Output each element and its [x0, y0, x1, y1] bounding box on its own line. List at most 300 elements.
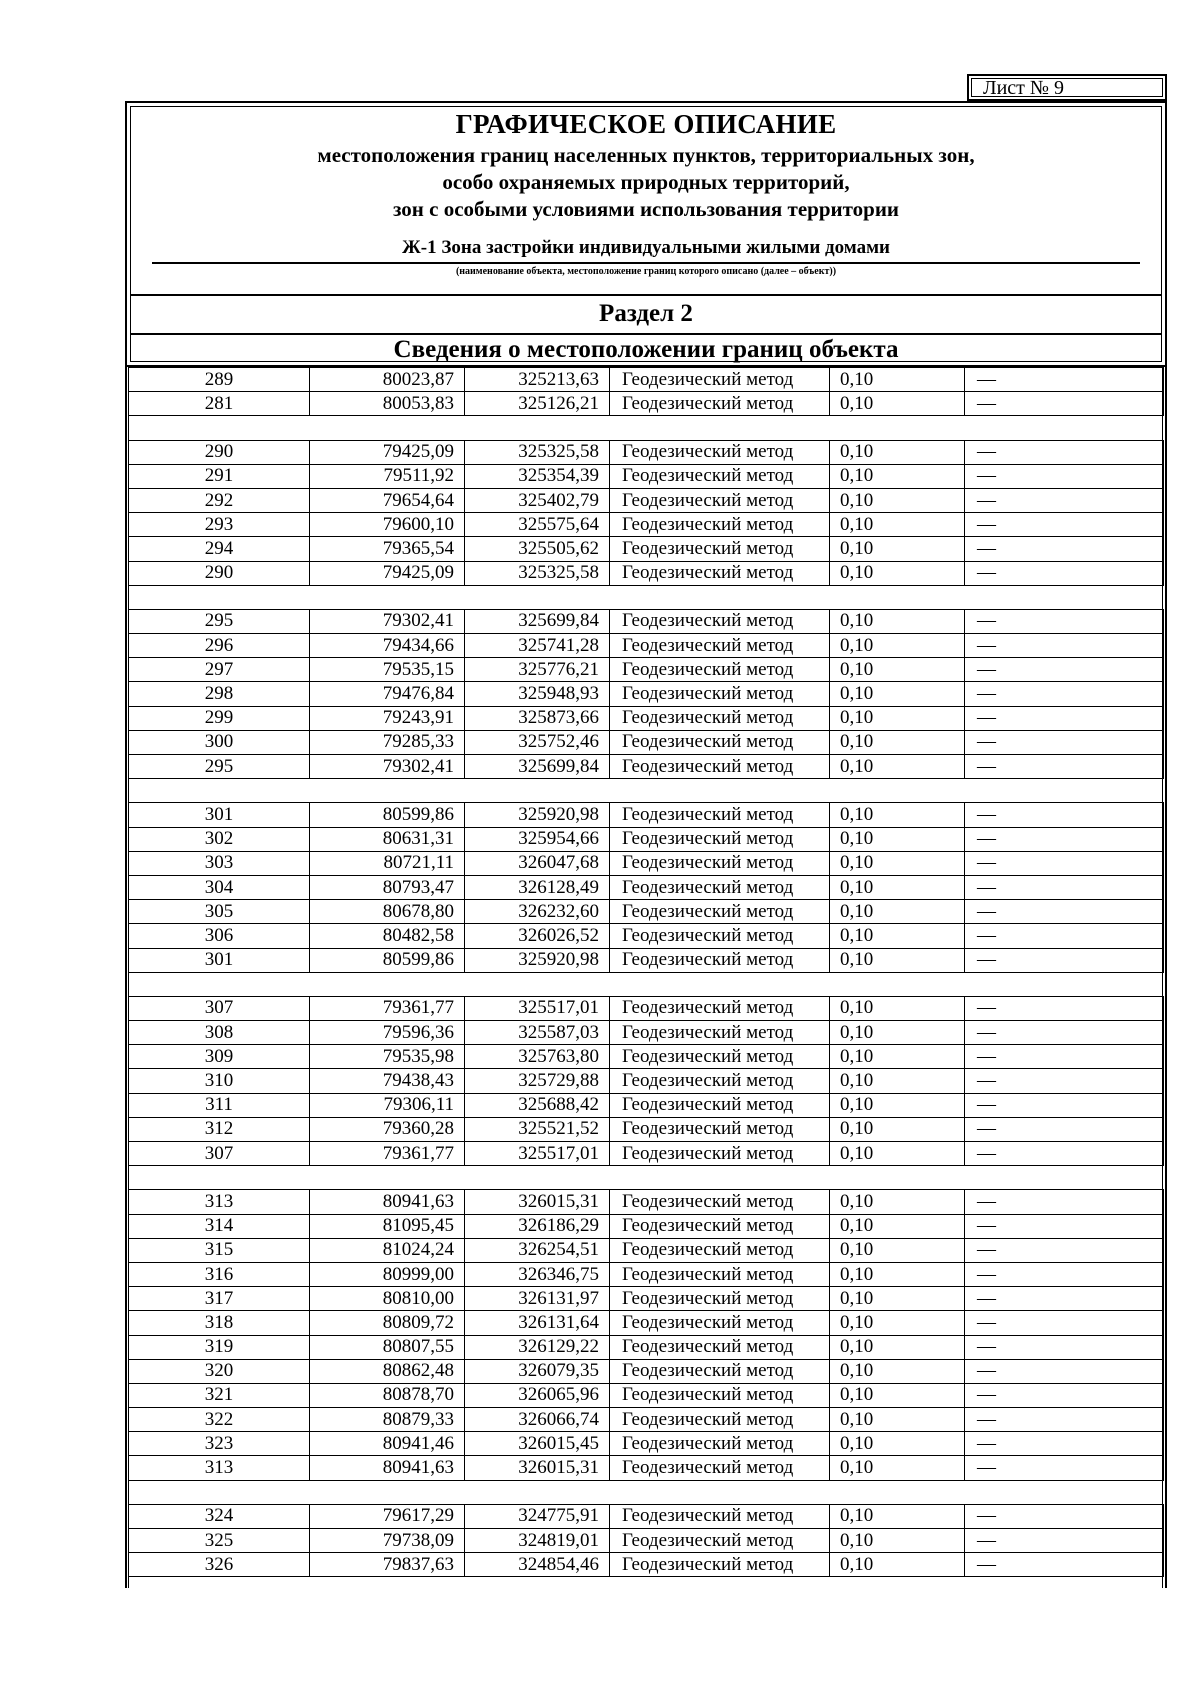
point-number-cell: 281: [129, 392, 310, 416]
description-cell: —: [965, 948, 1164, 972]
x-coordinate-cell: 79535,15: [310, 658, 465, 682]
y-coordinate-cell: 324854,46: [465, 1553, 610, 1577]
accuracy-cell: 0,10: [830, 368, 965, 392]
x-coordinate-cell: 80053,83: [310, 392, 465, 416]
description-cell: —: [965, 1359, 1164, 1383]
accuracy-cell: 0,10: [830, 1142, 965, 1166]
point-number-cell: 299: [129, 706, 310, 730]
accuracy-cell: 0,10: [830, 1287, 965, 1311]
description-cell: —: [965, 851, 1164, 875]
description-cell: —: [965, 803, 1164, 827]
table-row: [129, 851, 1164, 875]
x-coordinate-cell: 79302,41: [310, 609, 465, 633]
table-row: [129, 803, 1164, 827]
description-cell: —: [965, 1117, 1164, 1141]
description-cell: —: [965, 875, 1164, 899]
y-coordinate-cell: 325517,01: [465, 1142, 610, 1166]
x-coordinate-cell: 81024,24: [310, 1238, 465, 1262]
document-title: ГРАФИЧЕСКОЕ ОПИСАНИЕ: [455, 109, 837, 139]
point-number-cell: 300: [129, 730, 310, 754]
y-coordinate-cell: 325505,62: [465, 537, 610, 561]
accuracy-cell: 0,10: [830, 1408, 965, 1432]
y-coordinate-cell: 326131,97: [465, 1287, 610, 1311]
y-coordinate-cell: 326066,74: [465, 1408, 610, 1432]
table-row: [129, 755, 1164, 779]
accuracy-cell: 0,10: [830, 658, 965, 682]
description-cell: —: [965, 706, 1164, 730]
document-header: [125, 101, 1167, 367]
table-row: [129, 706, 1164, 730]
description-cell: —: [965, 1214, 1164, 1238]
table-frame-right: [1165, 367, 1167, 1588]
point-number-cell: 319: [129, 1335, 310, 1359]
point-number-cell: 301: [129, 803, 310, 827]
contour-separator-row: [129, 1166, 1164, 1190]
separator-cell: [129, 585, 1164, 609]
point-number-cell: 297: [129, 658, 310, 682]
table-row: [129, 1190, 1164, 1214]
method-cell: Геодезический метод: [610, 1383, 830, 1407]
accuracy-cell: 0,10: [830, 1359, 965, 1383]
accuracy-cell: 0,10: [830, 900, 965, 924]
table-row: [129, 1529, 1164, 1553]
x-coordinate-cell: 80999,00: [310, 1262, 465, 1286]
accuracy-cell: 0,10: [830, 755, 965, 779]
header-divider: [130, 294, 1162, 296]
table-row: [129, 561, 1164, 585]
accuracy-cell: 0,10: [830, 706, 965, 730]
subtitle-line-1: местоположения границ населенных пунктов, территориальных зон,: [317, 143, 975, 167]
point-number-cell: 315: [129, 1238, 310, 1262]
description-cell: —: [965, 609, 1164, 633]
object-name: Ж-1 Зона застройки индивидуальными жилыми домами: [401, 237, 890, 258]
method-cell: Геодезический метод: [610, 561, 830, 585]
point-number-cell: 313: [129, 1456, 310, 1480]
method-cell: Геодезический метод: [610, 1529, 830, 1553]
y-coordinate-cell: 325325,58: [465, 440, 610, 464]
description-cell: —: [965, 368, 1164, 392]
accuracy-cell: 0,10: [830, 1432, 965, 1456]
table-row: [129, 1238, 1164, 1262]
accuracy-cell: 0,10: [830, 682, 965, 706]
point-number-cell: 307: [129, 1142, 310, 1166]
point-number-cell: 293: [129, 513, 310, 537]
y-coordinate-cell: 325699,84: [465, 609, 610, 633]
x-coordinate-cell: 79302,41: [310, 755, 465, 779]
method-cell: Геодезический метод: [610, 513, 830, 537]
y-coordinate-cell: 326079,35: [465, 1359, 610, 1383]
x-coordinate-cell: 80482,58: [310, 924, 465, 948]
table-row: [129, 464, 1164, 488]
x-coordinate-cell: 80878,70: [310, 1383, 465, 1407]
y-coordinate-cell: 325688,42: [465, 1093, 610, 1117]
table-row: [129, 368, 1164, 392]
y-coordinate-cell: 326346,75: [465, 1262, 610, 1286]
point-number-cell: 316: [129, 1262, 310, 1286]
accuracy-cell: 0,10: [830, 1553, 965, 1577]
description-cell: —: [965, 1529, 1164, 1553]
method-cell: Геодезический метод: [610, 1021, 830, 1045]
x-coordinate-cell: 79511,92: [310, 464, 465, 488]
description-cell: —: [965, 827, 1164, 851]
coordinates-table: [128, 367, 1164, 1577]
y-coordinate-cell: 325920,98: [465, 803, 610, 827]
x-coordinate-cell: 79243,91: [310, 706, 465, 730]
accuracy-cell: 0,10: [830, 440, 965, 464]
accuracy-cell: 0,10: [830, 513, 965, 537]
description-cell: —: [965, 1408, 1164, 1432]
method-cell: Геодезический метод: [610, 875, 830, 899]
method-cell: Геодезический метод: [610, 658, 830, 682]
method-cell: Геодезический метод: [610, 634, 830, 658]
method-cell: Геодезический метод: [610, 392, 830, 416]
contour-separator-row: [129, 972, 1164, 996]
method-cell: Геодезический метод: [610, 1359, 830, 1383]
description-cell: —: [965, 440, 1164, 464]
accuracy-cell: 0,10: [830, 1238, 965, 1262]
x-coordinate-cell: 80879,33: [310, 1408, 465, 1432]
table-row: [129, 1383, 1164, 1407]
method-cell: Геодезический метод: [610, 1262, 830, 1286]
x-coordinate-cell: 79837,63: [310, 1553, 465, 1577]
contour-separator-row: [129, 1480, 1164, 1504]
method-cell: Геодезический метод: [610, 996, 830, 1020]
accuracy-cell: 0,10: [830, 827, 965, 851]
method-cell: Геодезический метод: [610, 900, 830, 924]
method-cell: Геодезический метод: [610, 464, 830, 488]
accuracy-cell: 0,10: [830, 561, 965, 585]
y-coordinate-cell: 325699,84: [465, 755, 610, 779]
y-coordinate-cell: 324775,91: [465, 1504, 610, 1528]
y-coordinate-cell: 325741,28: [465, 634, 610, 658]
method-cell: Геодезический метод: [610, 1238, 830, 1262]
y-coordinate-cell: 326129,22: [465, 1335, 610, 1359]
description-cell: —: [965, 1238, 1164, 1262]
sheet-number: Лист № 9: [983, 77, 1064, 99]
y-coordinate-cell: 326128,49: [465, 875, 610, 899]
table-row: [129, 1553, 1164, 1577]
y-coordinate-cell: 325954,66: [465, 827, 610, 851]
table-row: [129, 996, 1164, 1020]
header-divider: [130, 333, 1162, 335]
accuracy-cell: 0,10: [830, 924, 965, 948]
description-cell: —: [965, 682, 1164, 706]
method-cell: Геодезический метод: [610, 1093, 830, 1117]
point-number-cell: 289: [129, 368, 310, 392]
y-coordinate-cell: 325763,80: [465, 1045, 610, 1069]
method-cell: Геодезический метод: [610, 488, 830, 512]
accuracy-cell: 0,10: [830, 609, 965, 633]
table-row: [129, 1335, 1164, 1359]
description-cell: —: [965, 1335, 1164, 1359]
point-number-cell: 303: [129, 851, 310, 875]
table-row: [129, 1117, 1164, 1141]
description-cell: —: [965, 1553, 1164, 1577]
x-coordinate-cell: 80941,63: [310, 1456, 465, 1480]
section-title: Сведения о местоположении границ объекта: [393, 336, 899, 363]
method-cell: Геодезический метод: [610, 1142, 830, 1166]
description-cell: —: [965, 1045, 1164, 1069]
accuracy-cell: 0,10: [830, 1021, 965, 1045]
x-coordinate-cell: 79617,29: [310, 1504, 465, 1528]
point-number-cell: 311: [129, 1093, 310, 1117]
table-row: [129, 1359, 1164, 1383]
accuracy-cell: 0,10: [830, 1214, 965, 1238]
point-number-cell: 302: [129, 827, 310, 851]
point-number-cell: 320: [129, 1359, 310, 1383]
point-number-cell: 317: [129, 1287, 310, 1311]
y-coordinate-cell: 326232,60: [465, 900, 610, 924]
object-underline: [152, 262, 1140, 264]
y-coordinate-cell: 325517,01: [465, 996, 610, 1020]
accuracy-cell: 0,10: [830, 875, 965, 899]
table-row: [129, 1069, 1164, 1093]
x-coordinate-cell: 80631,31: [310, 827, 465, 851]
coordinates-table-body: [129, 368, 1164, 1577]
description-cell: —: [965, 1287, 1164, 1311]
point-number-cell: 306: [129, 924, 310, 948]
table-row: [129, 609, 1164, 633]
point-number-cell: 325: [129, 1529, 310, 1553]
table-row: [129, 875, 1164, 899]
description-cell: —: [965, 755, 1164, 779]
method-cell: Геодезический метод: [610, 682, 830, 706]
method-cell: Геодезический метод: [610, 1311, 830, 1335]
accuracy-cell: 0,10: [830, 948, 965, 972]
x-coordinate-cell: 80807,55: [310, 1335, 465, 1359]
y-coordinate-cell: 326026,52: [465, 924, 610, 948]
x-coordinate-cell: 79535,98: [310, 1045, 465, 1069]
method-cell: Геодезический метод: [610, 706, 830, 730]
x-coordinate-cell: 79361,77: [310, 1142, 465, 1166]
accuracy-cell: 0,10: [830, 1069, 965, 1093]
subtitle-line-2: особо охраняемых природных территорий,: [442, 170, 850, 194]
accuracy-cell: 0,10: [830, 996, 965, 1020]
method-cell: Геодезический метод: [610, 755, 830, 779]
point-number-cell: 304: [129, 875, 310, 899]
description-cell: —: [965, 1262, 1164, 1286]
y-coordinate-cell: 326065,96: [465, 1383, 610, 1407]
accuracy-cell: 0,10: [830, 464, 965, 488]
table-row: [129, 1432, 1164, 1456]
x-coordinate-cell: 79434,66: [310, 634, 465, 658]
point-number-cell: 307: [129, 996, 310, 1020]
table-frame-left: [125, 367, 127, 1588]
contour-separator-row: [129, 779, 1164, 803]
description-cell: —: [965, 561, 1164, 585]
point-number-cell: 310: [129, 1069, 310, 1093]
point-number-cell: 321: [129, 1383, 310, 1407]
method-cell: Геодезический метод: [610, 1504, 830, 1528]
description-cell: —: [965, 488, 1164, 512]
y-coordinate-cell: 325575,64: [465, 513, 610, 537]
separator-cell: [129, 972, 1164, 996]
description-cell: —: [965, 1504, 1164, 1528]
y-coordinate-cell: 326186,29: [465, 1214, 610, 1238]
description-cell: —: [965, 924, 1164, 948]
x-coordinate-cell: 81095,45: [310, 1214, 465, 1238]
x-coordinate-cell: 79596,36: [310, 1021, 465, 1045]
y-coordinate-cell: 326047,68: [465, 851, 610, 875]
description-cell: —: [965, 392, 1164, 416]
x-coordinate-cell: 80599,86: [310, 948, 465, 972]
description-cell: —: [965, 658, 1164, 682]
method-cell: Геодезический метод: [610, 537, 830, 561]
description-cell: —: [965, 1021, 1164, 1045]
table-row: [129, 537, 1164, 561]
separator-cell: [129, 779, 1164, 803]
section-number: Раздел 2: [599, 300, 693, 327]
method-cell: Геодезический метод: [610, 609, 830, 633]
accuracy-cell: 0,10: [830, 1456, 965, 1480]
method-cell: Геодезический метод: [610, 1432, 830, 1456]
table-row: [129, 1311, 1164, 1335]
y-coordinate-cell: 325776,21: [465, 658, 610, 682]
x-coordinate-cell: 79425,09: [310, 440, 465, 464]
separator-cell: [129, 1166, 1164, 1190]
y-coordinate-cell: 325752,46: [465, 730, 610, 754]
accuracy-cell: 0,10: [830, 1262, 965, 1286]
accuracy-cell: 0,10: [830, 1383, 965, 1407]
table-row: [129, 682, 1164, 706]
x-coordinate-cell: 80599,86: [310, 803, 465, 827]
description-cell: —: [965, 1311, 1164, 1335]
y-coordinate-cell: 325920,98: [465, 948, 610, 972]
accuracy-cell: 0,10: [830, 1045, 965, 1069]
table-row: [129, 1408, 1164, 1432]
accuracy-cell: 0,10: [830, 1504, 965, 1528]
description-cell: —: [965, 1383, 1164, 1407]
point-number-cell: 324: [129, 1504, 310, 1528]
accuracy-cell: 0,10: [830, 1117, 965, 1141]
y-coordinate-cell: 325354,39: [465, 464, 610, 488]
table-row: [129, 488, 1164, 512]
point-number-cell: 290: [129, 440, 310, 464]
x-coordinate-cell: 80809,72: [310, 1311, 465, 1335]
accuracy-cell: 0,10: [830, 537, 965, 561]
description-cell: —: [965, 900, 1164, 924]
x-coordinate-cell: 80862,48: [310, 1359, 465, 1383]
table-row: [129, 513, 1164, 537]
accuracy-cell: 0,10: [830, 1093, 965, 1117]
y-coordinate-cell: 325213,63: [465, 368, 610, 392]
y-coordinate-cell: 326131,64: [465, 1311, 610, 1335]
point-number-cell: 326: [129, 1553, 310, 1577]
object-note: (наименование объекта, местоположение границ которого описано (далее – объект)): [455, 266, 837, 277]
method-cell: Геодезический метод: [610, 730, 830, 754]
y-coordinate-cell: 326015,31: [465, 1190, 610, 1214]
point-number-cell: 296: [129, 634, 310, 658]
x-coordinate-cell: 80023,87: [310, 368, 465, 392]
separator-cell: [129, 1480, 1164, 1504]
x-coordinate-cell: 79654,64: [310, 488, 465, 512]
separator-cell: [129, 416, 1164, 440]
y-coordinate-cell: 326254,51: [465, 1238, 610, 1262]
y-coordinate-cell: 325402,79: [465, 488, 610, 512]
method-cell: Геодезический метод: [610, 1287, 830, 1311]
point-number-cell: 305: [129, 900, 310, 924]
x-coordinate-cell: 79360,28: [310, 1117, 465, 1141]
table-row: [129, 658, 1164, 682]
method-cell: Геодезический метод: [610, 827, 830, 851]
method-cell: Геодезический метод: [610, 1069, 830, 1093]
method-cell: Геодезический метод: [610, 1190, 830, 1214]
table-row: [129, 827, 1164, 851]
y-coordinate-cell: 325587,03: [465, 1021, 610, 1045]
method-cell: Геодезический метод: [610, 1456, 830, 1480]
accuracy-cell: 0,10: [830, 392, 965, 416]
x-coordinate-cell: 79365,54: [310, 537, 465, 561]
table-row: [129, 1045, 1164, 1069]
table-row: [129, 634, 1164, 658]
description-cell: —: [965, 1142, 1164, 1166]
method-cell: Геодезический метод: [610, 1045, 830, 1069]
description-cell: —: [965, 634, 1164, 658]
description-cell: —: [965, 1432, 1164, 1456]
description-cell: —: [965, 1190, 1164, 1214]
description-cell: —: [965, 730, 1164, 754]
description-cell: —: [965, 996, 1164, 1020]
accuracy-cell: 0,10: [830, 634, 965, 658]
method-cell: Геодезический метод: [610, 368, 830, 392]
method-cell: Геодезический метод: [610, 1408, 830, 1432]
y-coordinate-cell: 325948,93: [465, 682, 610, 706]
table-row: [129, 1262, 1164, 1286]
point-number-cell: 301: [129, 948, 310, 972]
table-row: [129, 1456, 1164, 1480]
x-coordinate-cell: 79306,11: [310, 1093, 465, 1117]
description-cell: —: [965, 1456, 1164, 1480]
table-row: [129, 1021, 1164, 1045]
x-coordinate-cell: 80941,46: [310, 1432, 465, 1456]
point-number-cell: 323: [129, 1432, 310, 1456]
x-coordinate-cell: 80678,80: [310, 900, 465, 924]
point-number-cell: 295: [129, 609, 310, 633]
method-cell: Геодезический метод: [610, 948, 830, 972]
x-coordinate-cell: 79361,77: [310, 996, 465, 1020]
point-number-cell: 309: [129, 1045, 310, 1069]
point-number-cell: 318: [129, 1311, 310, 1335]
point-number-cell: 290: [129, 561, 310, 585]
accuracy-cell: 0,10: [830, 730, 965, 754]
x-coordinate-cell: 79285,33: [310, 730, 465, 754]
method-cell: Геодезический метод: [610, 1553, 830, 1577]
x-coordinate-cell: 80721,11: [310, 851, 465, 875]
point-number-cell: 312: [129, 1117, 310, 1141]
description-cell: —: [965, 537, 1164, 561]
accuracy-cell: 0,10: [830, 851, 965, 875]
y-coordinate-cell: 326015,31: [465, 1456, 610, 1480]
y-coordinate-cell: 324819,01: [465, 1529, 610, 1553]
y-coordinate-cell: 326015,45: [465, 1432, 610, 1456]
table-row: [129, 1214, 1164, 1238]
x-coordinate-cell: 79476,84: [310, 682, 465, 706]
point-number-cell: 291: [129, 464, 310, 488]
point-number-cell: 298: [129, 682, 310, 706]
y-coordinate-cell: 325325,58: [465, 561, 610, 585]
x-coordinate-cell: 79425,09: [310, 561, 465, 585]
accuracy-cell: 0,10: [830, 1190, 965, 1214]
contour-separator-row: [129, 416, 1164, 440]
table-row: [129, 1287, 1164, 1311]
table-row: [129, 1142, 1164, 1166]
y-coordinate-cell: 325126,21: [465, 392, 610, 416]
table-row: [129, 900, 1164, 924]
method-cell: Геодезический метод: [610, 924, 830, 948]
description-cell: —: [965, 1069, 1164, 1093]
sheet-number-box: [967, 74, 1167, 101]
table-row: [129, 1093, 1164, 1117]
